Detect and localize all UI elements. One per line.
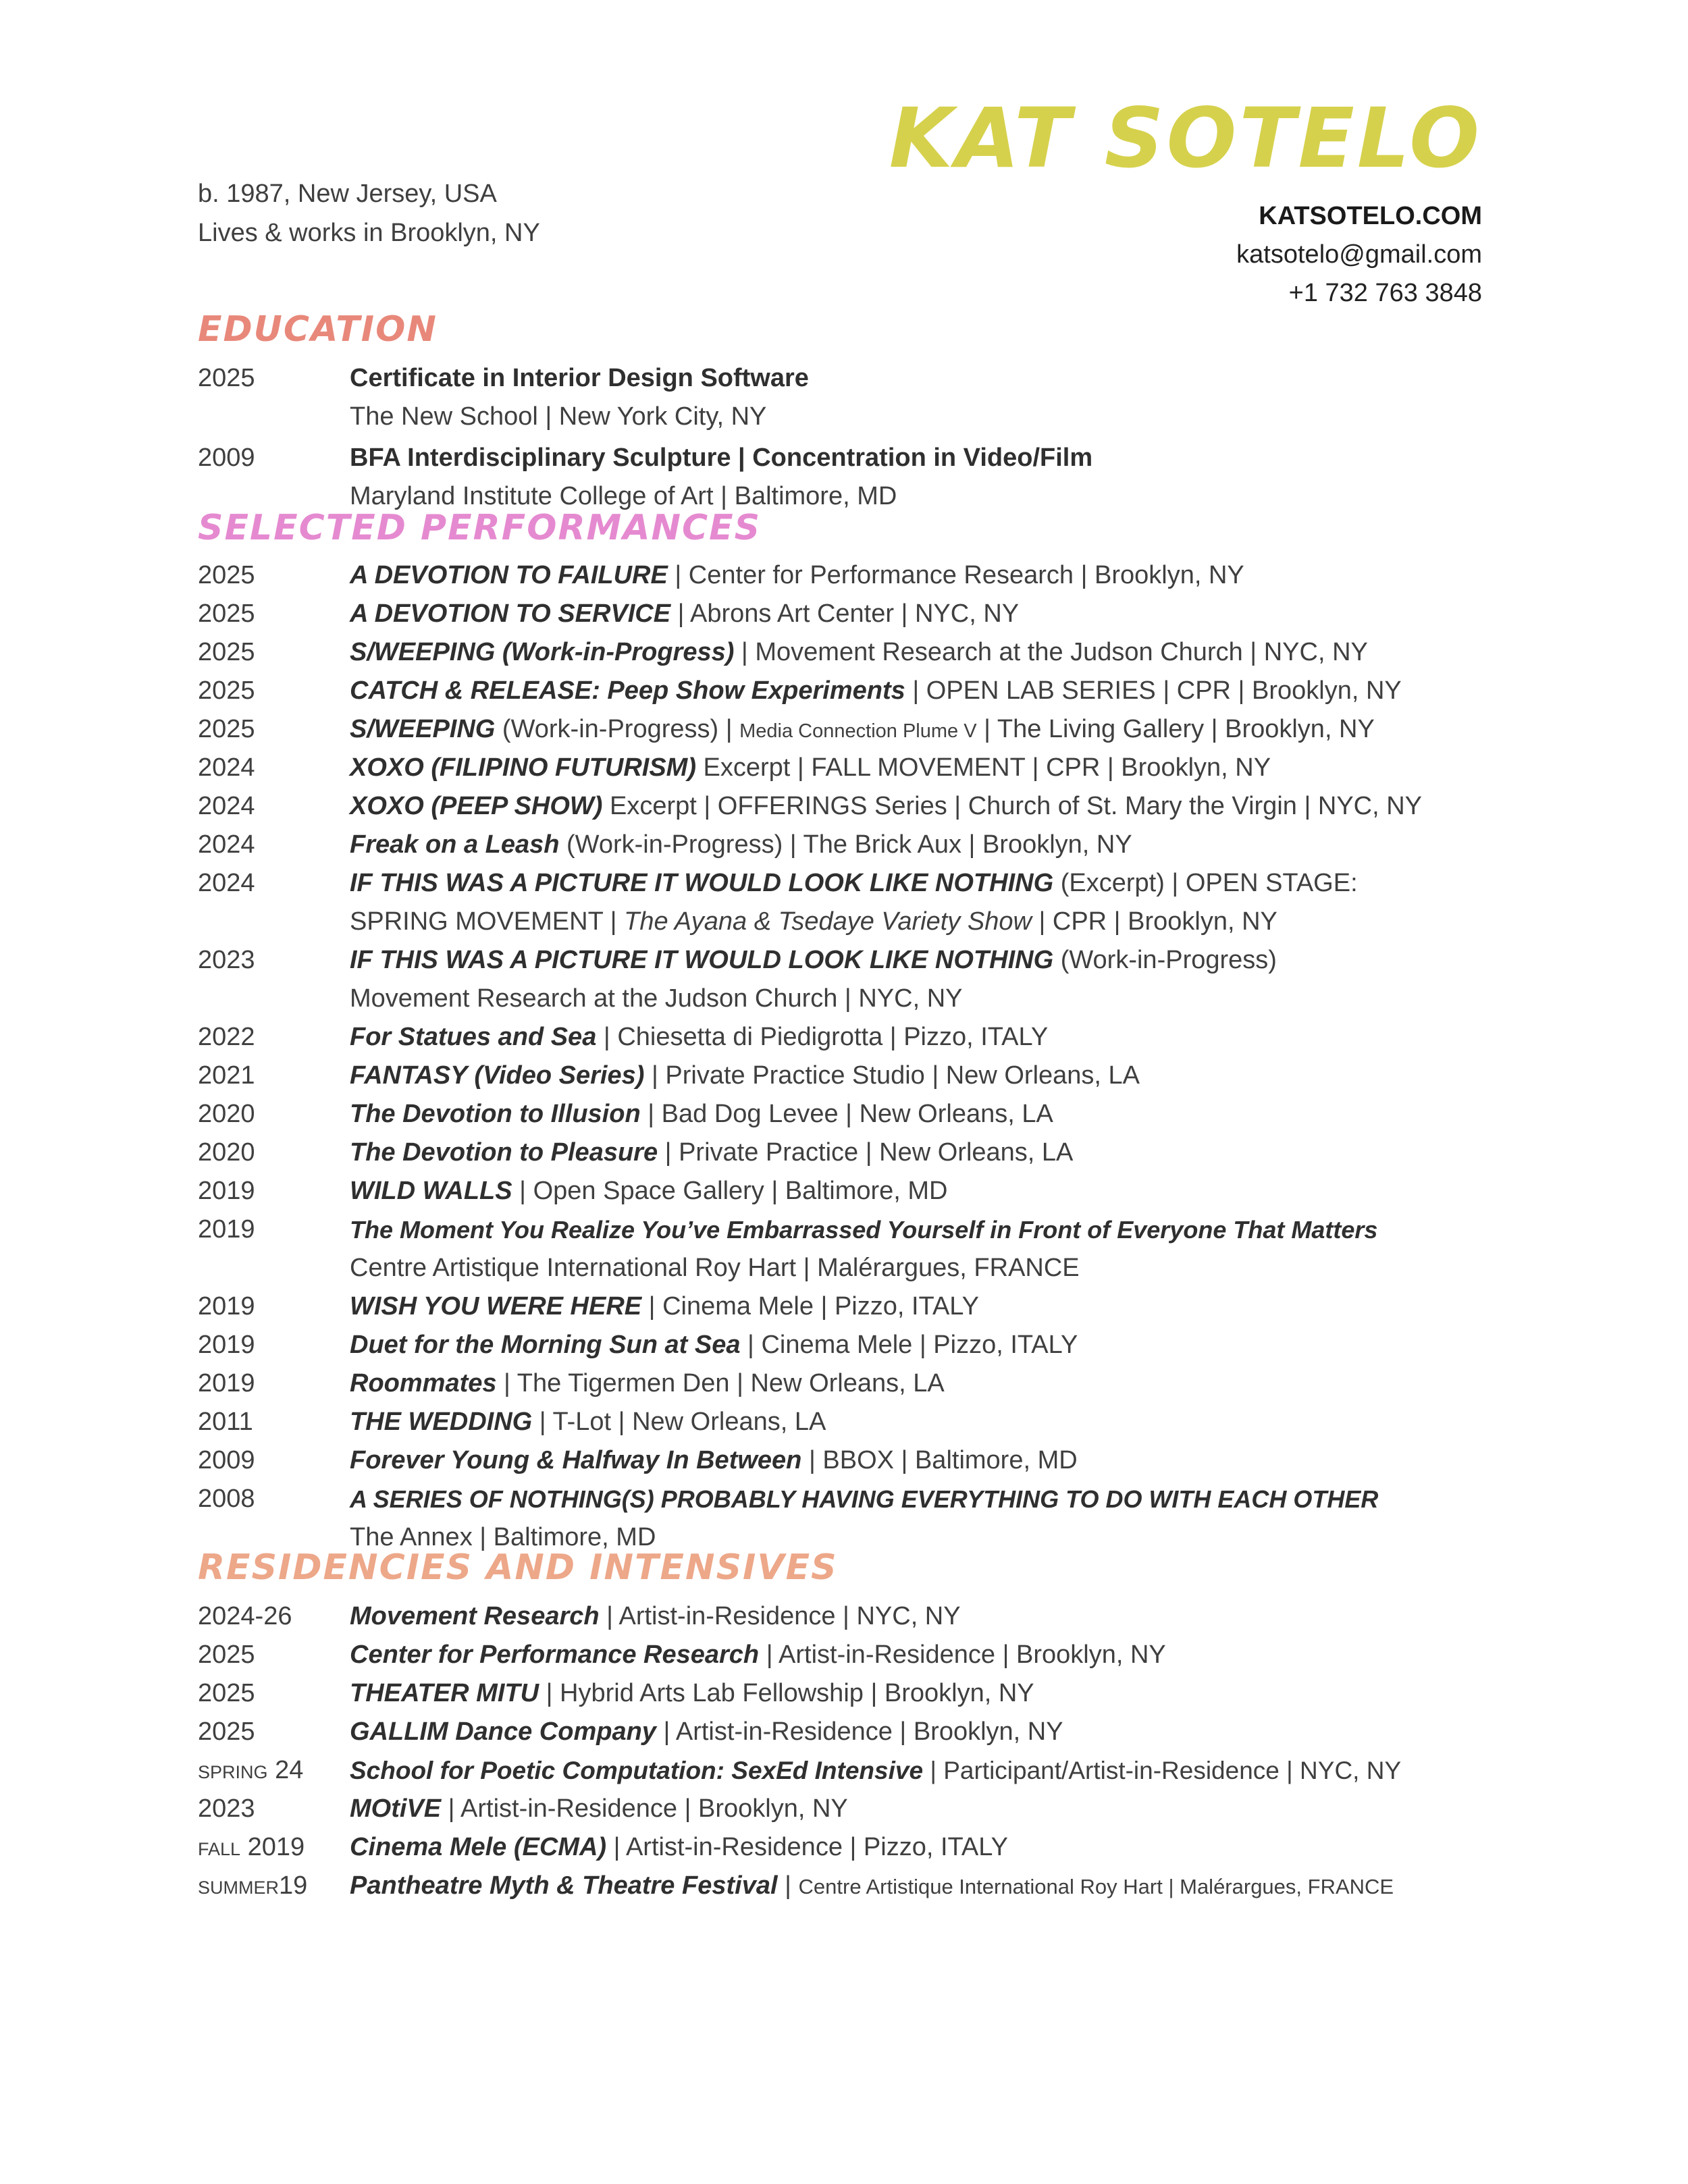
residency-year: 2023 xyxy=(198,1794,255,1823)
education-degree: BFA Interdisciplinary Sculpture | Concentration in Video/Film xyxy=(350,444,1093,472)
residency-entry: THEATER MITU | Hybrid Arts Lab Fellowship | Brooklyn, NY xyxy=(350,1679,1034,1707)
email-link[interactable]: katsotelo@gmail.com xyxy=(1236,240,1482,269)
performance-entry: Forever Young & Halfway In Between | BBOX | Baltimore, MD xyxy=(350,1446,1078,1474)
performance-entry: The Devotion to Pleasure | Private Practice | New Orleans, LA xyxy=(350,1138,1074,1167)
performance-year: 2019 xyxy=(198,1292,255,1321)
performance-entry: S/WEEPING (Work-in-Progress) | Movement Research at the Judson Church | NYC, NY xyxy=(350,638,1368,666)
performance-entry: For Statues and Sea | Chiesetta di Piedigrotta | Pizzo, ITALY xyxy=(350,1023,1049,1051)
performance-entry: WISH YOU WERE HERE | Cinema Mele | Pizzo, ITALY xyxy=(350,1292,979,1321)
performance-year: 2025 xyxy=(198,561,255,589)
artist-name: KAT SOTELO xyxy=(889,90,1482,186)
performance-year: 2024 xyxy=(198,792,255,820)
performance-entry: A DEVOTION TO FAILURE | Center for Performance Research | Brooklyn, NY xyxy=(350,561,1244,589)
performance-entry: THE WEDDING | T-Lot | New Orleans, LA xyxy=(350,1408,826,1436)
performance-entry: The Devotion to Illusion | Bad Dog Levee | New Orleans, LA xyxy=(350,1100,1053,1128)
performance-entry: The Moment You Realize You’ve Embarrassed Yourself in Front of Everyone That Matters xyxy=(350,1216,1378,1244)
performance-year: 2023 xyxy=(198,946,255,974)
residency-entry: Movement Research | Artist-in-Residence | NYC, NY xyxy=(350,1602,961,1630)
performance-year: 2019 xyxy=(198,1177,255,1205)
performance-entry: WILD WALLS | Open Space Gallery | Baltimore, MD xyxy=(350,1177,948,1205)
residency-year: 2025 xyxy=(198,1679,255,1707)
performance-year: 2024 xyxy=(198,753,255,782)
residency-year: 2025 xyxy=(198,1717,255,1746)
residency-entry: Pantheatre Myth & Theatre Festival | Centre Artistique International Roy Hart | Malérargues, FRANCE xyxy=(350,1871,1394,1900)
performance-year: 2020 xyxy=(198,1100,255,1128)
performance-entry-continued: SPRING MOVEMENT | The Ayana & Tsedaye Variety Show | CPR | Brooklyn, NY xyxy=(350,907,1277,936)
bio-block xyxy=(198,174,540,252)
performance-entry: CATCH & RELEASE: Peep Show Experiments | OPEN LAB SERIES | CPR | Brooklyn, NY xyxy=(350,676,1402,705)
education-heading: EDUCATION xyxy=(198,309,438,350)
performance-year: 2019 xyxy=(198,1331,255,1359)
performance-year: 2008 xyxy=(198,1485,255,1513)
performance-year: 2009 xyxy=(198,1446,255,1474)
residency-entry: Center for Performance Research | Artist-in-Residence | Brooklyn, NY xyxy=(350,1641,1166,1669)
performance-year: 2019 xyxy=(198,1215,255,1244)
performances-heading: SELECTED PERFORMANCES xyxy=(198,508,762,548)
performance-entry: XOXO (PEEP SHOW) Excerpt | OFFERINGS Series | Church of St. Mary the Virgin | NYC, NY xyxy=(350,792,1423,820)
residency-entry: MOtiVE | Artist-in-Residence | Brooklyn, NY xyxy=(350,1794,848,1823)
residency-entry: GALLIM Dance Company | Artist-in-Residence | Brooklyn, NY xyxy=(350,1717,1063,1746)
performance-entry: A SERIES OF NOTHING(S) PROBABLY HAVING EVERYTHING TO DO WITH EACH OTHER xyxy=(350,1485,1379,1513)
education-year: 2009 xyxy=(198,444,255,472)
residency-entry: Cinema Mele (ECMA) | Artist-in-Residence | Pizzo, ITALY xyxy=(350,1833,1008,1861)
website-link[interactable]: KATSOTELO.COM xyxy=(1259,202,1482,230)
performance-year: 2025 xyxy=(198,600,255,628)
performance-entry: IF THIS WAS A PICTURE IT WOULD LOOK LIKE NOTHING (Work-in-Progress) xyxy=(350,946,1277,974)
residency-year: SUMMER19 xyxy=(198,1871,308,1900)
performance-entry: Freak on a Leash (Work-in-Progress) | The Brick Aux | Brooklyn, NY xyxy=(350,830,1132,859)
residency-year: FALL 2019 xyxy=(198,1833,305,1861)
phone-number: +1 732 763 3848 xyxy=(1288,279,1482,307)
performance-year: 2011 xyxy=(198,1408,253,1436)
location-line: Lives & works in Brooklyn, NY xyxy=(198,219,540,247)
performance-entry: IF THIS WAS A PICTURE IT WOULD LOOK LIKE NOTHING (Excerpt) | OPEN STAGE: xyxy=(350,869,1358,897)
performance-entry: FANTASY (Video Series) | Private Practice Studio | New Orleans, LA xyxy=(350,1061,1140,1090)
performance-entry: A DEVOTION TO SERVICE | Abrons Art Center | NYC, NY xyxy=(350,600,1020,628)
residency-year: SPRING 24 xyxy=(198,1756,304,1784)
performance-entry: XOXO (FILIPINO FUTURISM) Excerpt | FALL MOVEMENT | CPR | Brooklyn, NY xyxy=(350,753,1271,782)
residency-year: 2024-26 xyxy=(198,1602,292,1630)
performance-year: 2025 xyxy=(198,676,255,705)
education-degree: Certificate in Interior Design Software xyxy=(350,364,809,392)
performance-year: 2021 xyxy=(198,1061,255,1090)
education-institution: The New School | New York City, NY xyxy=(350,402,767,431)
performance-year: 2025 xyxy=(198,715,255,743)
performance-year: 2025 xyxy=(198,638,255,666)
performance-year: 2024 xyxy=(198,830,255,859)
performance-year: 2024 xyxy=(198,869,255,897)
residency-year: 2025 xyxy=(198,1641,255,1669)
education-year: 2025 xyxy=(198,364,255,392)
performance-entry: Duet for the Morning Sun at Sea | Cinema Mele | Pizzo, ITALY xyxy=(350,1331,1078,1359)
contact-block xyxy=(1236,197,1482,313)
performance-entry: Roommates | The Tigermen Den | New Orleans, LA xyxy=(350,1369,945,1397)
performance-entry-continued: Movement Research at the Judson Church | NYC, NY xyxy=(350,984,963,1013)
performance-entry-continued: The Annex | Baltimore, MD xyxy=(350,1523,656,1551)
residency-entry: School for Poetic Computation: SexEd Intensive | Participant/Artist-in-Residence | NYC, NY xyxy=(350,1757,1402,1784)
performance-year: 2019 xyxy=(198,1369,255,1397)
education-institution: Maryland Institute College of Art | Baltimore, MD xyxy=(350,482,897,510)
performance-year: 2020 xyxy=(198,1138,255,1167)
residencies-heading: RESIDENCIES AND INTENSIVES xyxy=(198,1547,838,1588)
performance-entry-continued: Centre Artistique International Roy Hart | Malérargues, FRANCE xyxy=(350,1254,1080,1282)
performance-entry: S/WEEPING (Work-in-Progress) | Media Connection Plume V | The Living Gallery | Brooklyn, NY xyxy=(350,715,1375,743)
birth-line: b. 1987, New Jersey, USA xyxy=(198,180,497,208)
performance-year: 2022 xyxy=(198,1023,255,1051)
